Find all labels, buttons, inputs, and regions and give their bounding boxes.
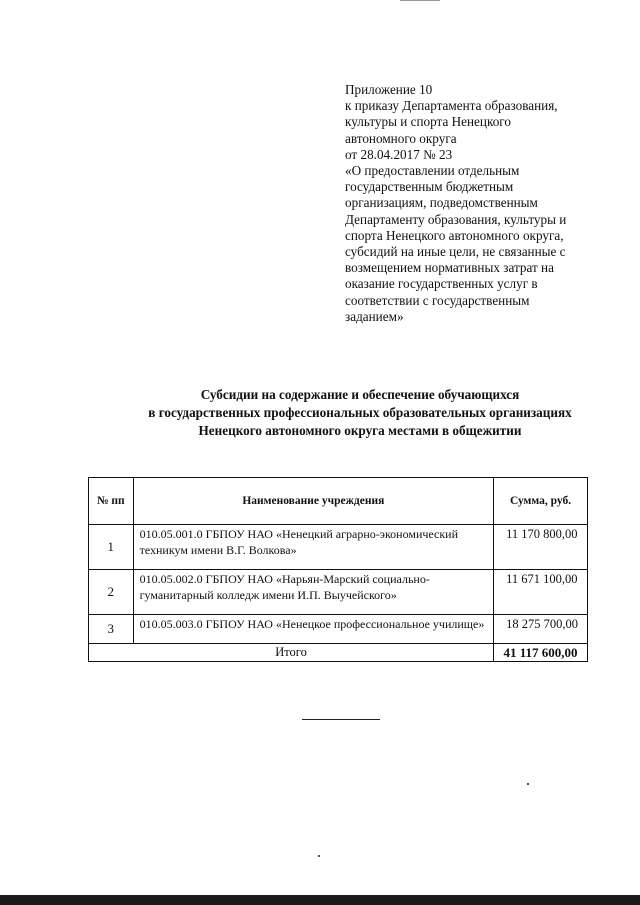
appendix-line: культуры и спорта Ненецкого bbox=[345, 114, 511, 130]
appendix-line: Департаменту образования, культуры и bbox=[345, 211, 567, 227]
title-line: Ненецкого автономного округа местами в общежитии bbox=[198, 423, 522, 438]
appendix-line: спорта Ненецкого автономного округа, bbox=[345, 227, 564, 243]
document-title bbox=[80, 386, 640, 440]
table-header-row bbox=[89, 478, 588, 525]
closing-rule bbox=[302, 719, 380, 720]
appendix-line: автономного округа bbox=[345, 130, 457, 146]
appendix-line: оказание государственных услуг в bbox=[345, 276, 538, 292]
row-name bbox=[133, 525, 493, 570]
row-name bbox=[133, 615, 493, 644]
title-line: в государственных профессиональных образовательных организациях bbox=[148, 405, 572, 420]
row-name-line: гуманитарный колледж имени И.П. Выучейского» bbox=[139, 587, 397, 602]
appendix-line: организациям, подведомственным bbox=[345, 195, 538, 211]
row-name-line: 010.05.003.0 ГБПОУ НАО «Ненецкое профессиональное училище» bbox=[139, 617, 485, 631]
appendix-line: соответствии с государственным bbox=[345, 292, 530, 308]
row-name-line: 010.05.001.0 ГБПОУ НАО «Ненецкий аграрно-экономический bbox=[139, 527, 459, 541]
table-row bbox=[89, 570, 588, 615]
appendix-line: заданием» bbox=[345, 308, 404, 324]
appendix-line: Приложение 10 bbox=[345, 82, 433, 97]
appendix-line: возмещением нормативных затрат на bbox=[345, 260, 554, 276]
row-name-line: техникум имени В.Г. Волкова» bbox=[139, 542, 297, 557]
subsidies-table bbox=[88, 477, 588, 662]
appendix-line: от 28.04.2017 № 23 bbox=[345, 146, 453, 162]
total-label: Итого bbox=[89, 644, 494, 662]
table-row bbox=[89, 525, 588, 570]
row-name bbox=[133, 570, 493, 615]
table-row bbox=[89, 615, 588, 644]
row-sum: 18 275 700,00 bbox=[494, 615, 588, 644]
scan-edge-top bbox=[400, 0, 440, 1]
total-sum: 41 117 600,00 bbox=[494, 644, 588, 662]
total-row bbox=[89, 644, 588, 662]
row-num: 3 bbox=[89, 615, 134, 644]
row-num: 2 bbox=[89, 570, 134, 615]
scan-speck bbox=[527, 783, 529, 785]
appendix-line: субсидий на иные цели, не связанные с bbox=[345, 244, 566, 260]
row-name-line: 010.05.002.0 ГБПОУ НАО «Нарьян-Марский социально- bbox=[139, 572, 430, 586]
header-num: № пп bbox=[89, 478, 134, 525]
appendix-line: государственным бюджетным bbox=[345, 179, 514, 195]
appendix-header bbox=[345, 82, 595, 325]
header-name: Наименование учреждения bbox=[133, 478, 493, 525]
appendix-line: к приказу Департамента образования, bbox=[345, 98, 558, 114]
scan-speck bbox=[318, 855, 320, 857]
title-line: Субсидии на содержание и обеспечение обучающихся bbox=[200, 387, 520, 402]
row-sum: 11 170 800,00 bbox=[494, 525, 588, 570]
row-num: 1 bbox=[89, 525, 134, 570]
scan-edge-bottom bbox=[0, 895, 640, 905]
row-sum: 11 671 100,00 bbox=[494, 570, 588, 615]
appendix-line: «О предоставлении отдельным bbox=[345, 163, 520, 179]
header-sum: Сумма, руб. bbox=[494, 478, 588, 525]
